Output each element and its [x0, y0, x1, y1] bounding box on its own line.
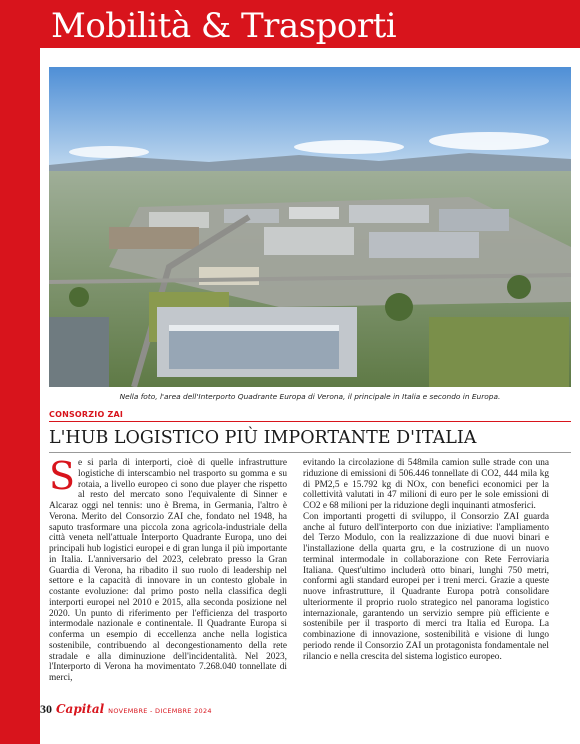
article-kicker: CONSORZIO ZAI: [49, 410, 124, 419]
issue-date: NOVEMBRE - DICEMBRE 2024: [108, 707, 212, 715]
article-column-right: [303, 458, 549, 696]
article-paragraph-right-2: Con importanti progetti di sviluppo, il Consorzio ZAI guarda anche al futuro dell'interporto con due iniziative: l'ampliamento del Terzo Modulo, con la realizzazione di due nuovi binari e l'installazione della quarta gru, e la costruzione di un nuovo terminal intermodale in collaborazione con Rete Ferroviaria Italiana. Quest'ultimo includerà otto binari, lunghi 750 metri, conformi agli standard europei per i treni merci. Grazie a queste nuove infrastrutture, il Quadrante Europa potrà consolidare ulteriormente il proprio ruolo strategico nel panorama logistico internazionale, garantendo un servizio sempre più efficiente e sostenibile per il trasporto di merci tra Italia ed Europa. La combinazione di innovazione, sostenibilità e visione di lungo periodo rende il Consorzio ZAI un protagonista fondamentale nel rilancio e nella crescita del sistema logistico europeo.: [303, 511, 549, 662]
magazine-page: [40, 0, 580, 744]
aerial-photo: [49, 67, 571, 387]
article-column-left: [49, 458, 287, 696]
article-headline: L'HUB LOGISTICO PIÙ IMPORTANTE D'ITALIA: [49, 428, 477, 448]
photo-caption: Nella foto, l'area dell'Interporto Quadrante Europa di Verona, il principale in Italia e secondo in Europa.: [119, 392, 501, 401]
section-title: Mobilità & Trasporti: [51, 6, 397, 46]
kicker-divider: [49, 421, 571, 422]
aerial-photo-illustration: [49, 67, 571, 387]
page-footer: [40, 702, 212, 720]
article-body-left: e si parla di interporti, cioè di quelle infrastrutture logistiche di interscambio nel trasporto su gomma e su rotaia, a livello europeo ci sono due player che rispetto al resto del mercato sono l'equivalente di Sinner e Alcaraz oggi nel tennis: uno è Brema, in Germania, l'altro è Verona. Merito del Consorzio ZAI che, fondato nel 1948, ha saputo trasformare una piccola zona agricola-industriale della città veneta nell'attuale Interporto Quadrante Europa, uno dei principali hub logistici europei e di gran lunga il più importante in Italia. L'anniversario del 2023, celebrato presso la Gran Guardia di Verona, ha ribadito il suo ruolo di leadership nel settore e la capacità di innovare in un contesto globale in costante evoluzione: dal primo posto nella classifica degli interporti europei nel 2010 e 2015, alla seconda posizione nel 2020. Un punto di riferimento per l'efficienza del trasporto intermodale nazionale e continentale. Il Quadrante Europa si conferma un esempio di eccellenza anche nella logistica sostenibile, contribuendo al decongestionamento della rete stradale e alla diminuzione dell'incidentalità. Nel 2023, l'Interporto di Verona ha movimentato 7.268.040 tonnellate di merci,: [49, 458, 287, 683]
headline-divider: [49, 452, 571, 453]
magazine-logo: Capital: [56, 702, 105, 716]
article-paragraph-right-1: evitando la circolazione di 548mila camion sulle strade con una riduzione di emissioni di 506.446 tonnellate di CO2, 444 mila kg di PM2,5 e 15.792 kg di NOx, con benefici economici per la collettività valutati in 47 milioni di euro per le sole emissioni di CO2 e 68 milioni per la riduzione degli inquinanti atmosferici.: [303, 458, 549, 511]
drop-cap: S: [49, 458, 76, 498]
article-paragraph: [49, 458, 287, 684]
page-number: 30: [40, 702, 52, 716]
